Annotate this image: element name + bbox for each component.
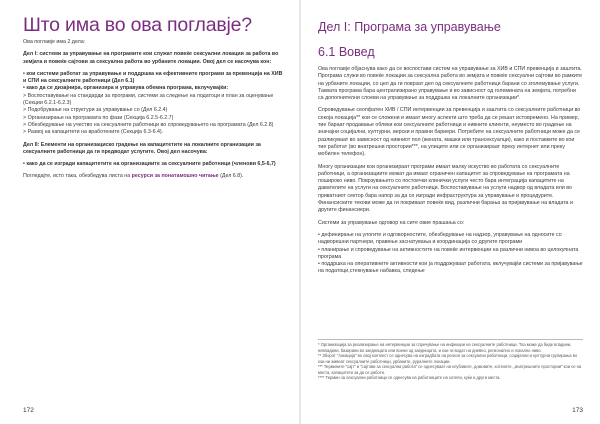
part2-heading: Дел II: Елементи на организациско градење на капацитетите на локалните организации за сексуалните работници да ги предводат услугите. Овој дел насочува: bbox=[23, 141, 261, 155]
bullet-item: • дефинирање на улогите и одговорностите, обезбедување на надзор, управување на односите со надворешни партнери, правење заснатувања и координација со другите програми bbox=[318, 231, 562, 246]
footnote: ** Зборот "локација" во овој контекст се однесува на изградбата на регион за сексуални работници, социјални и културни групирања во кои ни живеат сексуалните работници, урбаните, руралните локации. bbox=[318, 353, 578, 364]
section-subtitle: 6.1 Вовед bbox=[318, 45, 375, 59]
paragraph: Спроведување сеопфатен ХИВ / СПИ интервенции за превенција и заштита со сексуалните работници во секоја локација** кои се сложени и имаат многу аспекти што треба да се решат истовремено. На пример, тие бараат продавање облеки кои сексуалните работници и нивните клиенти, неуместо во градење на значајни социјални, културни, верски и правни бариери. Потребите на сексуалните работници може да се разликуваат во зависност од нивниот пол (жената, машки или трансексуалци), како и поставките во кои тие работат (во внатрешни простории***, на улиците или се организираат преку интернет или преку мобилен телефон). bbox=[318, 107, 581, 158]
sublist-item: > Организирање на програмата по фази (Секција 6.2.5-6.2.7) bbox=[23, 114, 174, 121]
part1-bullet: • како да се дизајнира, организира и управува обемна програма, вклучувајќи: bbox=[23, 85, 229, 92]
right-page bbox=[301, 0, 600, 424]
footnote: *** Термините "сајт" и "сајтови за сексуална работа" се однесуваат на клубовите, домовите, хотелите, „внатрешните простории" кои се на места, капацитети за да се работи. bbox=[318, 364, 582, 375]
page-number: 172 bbox=[23, 407, 34, 414]
left-page bbox=[0, 0, 299, 424]
bullet-item: • планирање и спроведување на активностите на повеќе интервенции на различни нивоа во целокупната програма bbox=[318, 246, 579, 260]
section-title: Дел I: Програма за управување bbox=[318, 20, 501, 34]
intro-text: Ова поглавје има 2 дела: bbox=[23, 39, 86, 45]
sublist-item: > Воспоставување на стандарди за програми, системи за следење на податоци и план за оценување (Секции 6.2.1-6.2.3) bbox=[23, 92, 274, 107]
footnote: * Организација за реализирање на интервенции за спречување на инфекции на сексуалните работници. Тоа може да биде владини, невладини, базирани во заедницата или воени од заедницата, и кои ги водат на дневно, регионално и локално ниво. bbox=[318, 342, 572, 353]
chapter-title: Што има во ова поглавје? bbox=[23, 14, 252, 36]
page-number: 173 bbox=[572, 407, 583, 414]
footnotes bbox=[318, 339, 583, 381]
part1-bullet: • кои системи работат за управување и поддршка на ефективните програми за превенција на ХИВ и СПИ на сексуалните работници (Дел 6.1) bbox=[23, 70, 283, 85]
closing-text: Погледајте, исто така, обезбедува листа на ресурси за понатамошно читање (Дел 6.8). bbox=[23, 173, 244, 180]
sublist-item: > Обезбедување на учество на сексуалните работници во спроведувањето на програмата (Дел 6.2.8) bbox=[23, 121, 274, 128]
sublist-item: > Подобрување на структури за управување со (Дел 6.2.4) bbox=[23, 107, 168, 114]
bullet-item: • поддршка на оперативните активности кои ја поддржуваат работата, вклучувајќи системи за пријавување на податоци,стекнување набавка, следење bbox=[318, 261, 583, 275]
left-body bbox=[23, 39, 285, 186]
part1-heading: Дел I: системи за управување на програмите кои служат повеќе сексуални локации за работа во земјата и повеќе сајтови за сексуална работа во урбаните локации. Овој дел се насочува кон: bbox=[23, 51, 279, 65]
resources-link[interactable]: ресурси за понатамошно читање bbox=[131, 173, 219, 180]
footnote: **** Термин за сексуални работници се однесува на работниците на хотели, куќи и други места. bbox=[318, 375, 501, 380]
right-body bbox=[318, 66, 583, 276]
paragraph: Системи за управување одговор на сите овие прашања со: bbox=[318, 219, 465, 226]
paragraph: Ова поглавје објаснува како да се воспостави систем на управување за ХИВ и СПИ превенција и заштита. Програма служи во повеќе локации за сексуална работа во земјата и повеќе сексуални сајтови во рамките на урбаните локации, со цел да ги поврзат дел од сексуалните работници барани со зголемување услуги. Таквата програма бара централизирано управување и во зависност од големината на земјата, потребни са дополнителни слоеви на управување за поддршка на локалните организации*. bbox=[318, 66, 583, 102]
part2-bullet: • како да се изгради капацитетите на организациите за сексуалните работници (членови 6,5-6,7) bbox=[23, 161, 276, 168]
paragraph: Многу организации кои организираат програми имаат малку искуство во работата со сексуалните работници, а организациите можат да имаат ограничен капацитет за спроведување на програмата на пошироко ниво. Поврзувањето со постоечки клинички услуги често бара интеграција капацитите на давателите на услуги на сексуалните работници. Воспоставување на услуги надвор од владата или во приватниот сектор бара напор за да се изгради инфраструктура за управување и процедурите. Финансиските текови може да ги покриваат повеќе вид, различни барања за пријавување на владата и другите финансиери. bbox=[318, 163, 573, 214]
part1-sublist bbox=[23, 93, 285, 137]
sublist-item: > Развој на капацитети на вработените (Секција 6.3-6.4). bbox=[23, 129, 164, 136]
